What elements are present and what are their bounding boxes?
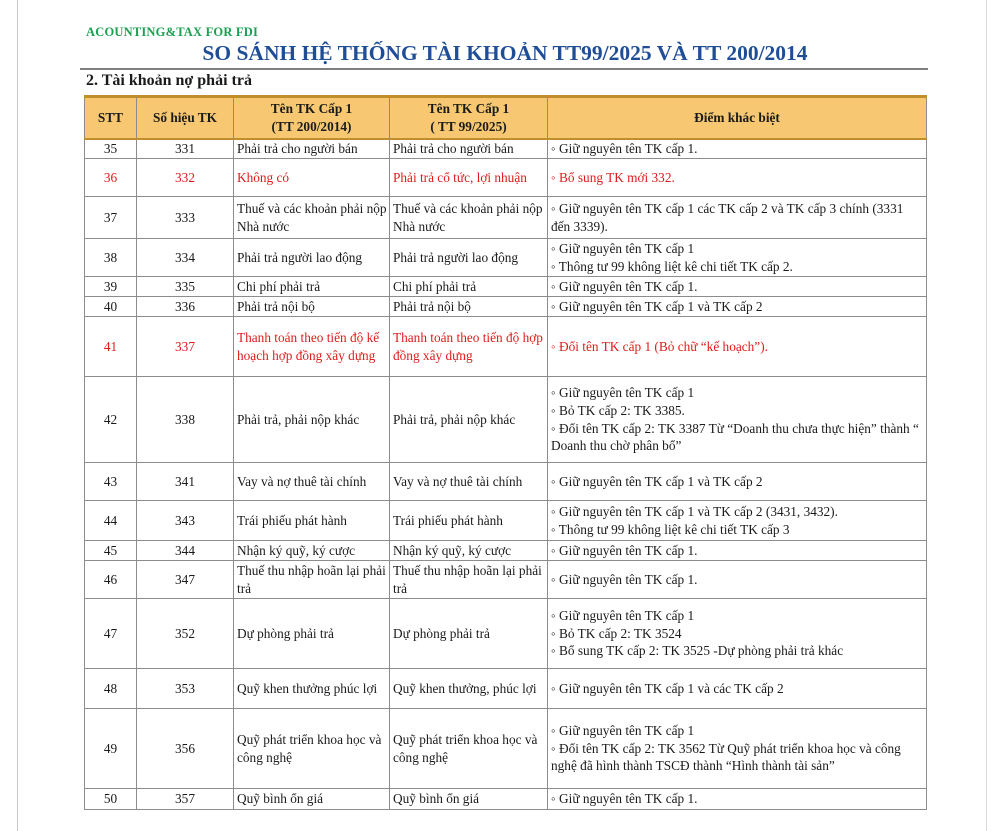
section-title: 2. Tài khoản nợ phải trả (86, 72, 252, 89)
header-tt200-name (234, 97, 390, 139)
cell-stt: 36 (85, 159, 137, 197)
cell-account-code: 338 (137, 377, 234, 463)
difference-line: ◦ Giữ nguyên tên TK cấp 1. (551, 542, 698, 558)
cell-differences (548, 463, 927, 501)
cell-tt200-name: Thanh toán theo tiến độ kế hoạch hợp đồng xây dựng (234, 317, 390, 377)
difference-line: ◦ Giữ nguyên tên TK cấp 1. (551, 571, 698, 587)
table-row (85, 789, 927, 810)
difference-line: ◦ Giữ nguyên tên TK cấp 1 và TK cấp 2 (3431, 3432). (551, 503, 838, 519)
cell-differences (548, 561, 927, 599)
difference-line: ◦ Giữ nguyên tên TK cấp 1. (551, 791, 698, 807)
table-row (85, 501, 927, 541)
cell-tt99-name: Phải trả cổ tức, lợi nhuận (390, 159, 548, 197)
cell-differences (548, 541, 927, 561)
cell-differences (548, 669, 927, 709)
cell-tt99-name: Nhận ký quỹ, ký cược (390, 541, 548, 561)
cell-differences (548, 197, 927, 239)
header-tt200-line2: (TT 200/2014) (271, 118, 352, 134)
page-right-border (986, 0, 987, 831)
cell-tt99-name: Trái phiếu phát hành (390, 501, 548, 541)
cell-tt200-name: Quỹ khen thưởng phúc lợi (234, 669, 390, 709)
cell-account-code: 331 (137, 139, 234, 159)
cell-account-code: 352 (137, 599, 234, 669)
cell-differences (548, 599, 927, 669)
header-differences: Điểm khác biệt (548, 97, 927, 139)
table-row (85, 709, 927, 789)
cell-stt: 49 (85, 709, 137, 789)
cell-stt: 41 (85, 317, 137, 377)
cell-stt: 50 (85, 789, 137, 810)
difference-line: ◦ Giữ nguyên tên TK cấp 1 (551, 240, 695, 256)
cell-account-code: 343 (137, 501, 234, 541)
table-row (85, 599, 927, 669)
difference-line: ◦ Giữ nguyên tên TK cấp 1. (551, 278, 698, 294)
cell-tt200-name: Quỹ bình ổn giá (234, 789, 390, 810)
cell-tt200-name: Thuế thu nhập hoãn lại phải trả (234, 561, 390, 599)
cell-stt: 42 (85, 377, 137, 463)
difference-line: ◦ Giữ nguyên tên TK cấp 1 các TK cấp 2 và TK cấp 3 chính (3331 đến 3339). (551, 200, 904, 234)
difference-line: ◦ Giữ nguyên tên TK cấp 1 và TK cấp 2 (551, 298, 763, 314)
cell-stt: 43 (85, 463, 137, 501)
cell-differences (548, 297, 927, 317)
cell-account-code: 344 (137, 541, 234, 561)
cell-stt: 46 (85, 561, 137, 599)
cell-stt: 40 (85, 297, 137, 317)
cell-differences (548, 789, 927, 810)
difference-line: ◦ Bỏ TK cấp 2: TK 3524 (551, 625, 682, 641)
brand-label: ACOUNTING&TAX FOR FDI (86, 25, 259, 39)
cell-stt: 47 (85, 599, 137, 669)
cell-differences (548, 317, 927, 377)
account-comparison-table (84, 95, 927, 810)
cell-differences (548, 709, 927, 789)
page-title: SO SÁNH HỆ THỐNG TÀI KHOẢN TT99/2025 VÀ TT 200/2014 (202, 41, 808, 65)
cell-differences (548, 501, 927, 541)
difference-line: ◦ Đổi tên TK cấp 2: TK 3562 Từ Quỹ phát triển khoa học và công nghệ đã hình thành TSCĐ thành “Hình thành tài sản” (551, 740, 901, 774)
cell-account-code: 332 (137, 159, 234, 197)
table-row (85, 561, 927, 599)
difference-line: ◦ Thông tư 99 không liệt kê chi tiết TK cấp 2. (551, 258, 793, 274)
header-stt: STT (85, 97, 137, 139)
header-tt200-line1: Tên TK Cấp 1 (270, 101, 353, 117)
cell-tt99-name: Dự phòng phải trả (390, 599, 548, 669)
difference-line: ◦ Đổi tên TK cấp 1 (Bỏ chữ “kế hoạch”). (551, 338, 768, 354)
cell-tt200-name: Chi phí phải trả (234, 277, 390, 297)
table-body (85, 139, 927, 810)
table-row (85, 197, 927, 239)
cell-tt99-name: Thuế thu nhập hoãn lại phải trả (390, 561, 548, 599)
cell-account-code: 335 (137, 277, 234, 297)
difference-line: ◦ Bổ sung TK mới 332. (551, 169, 675, 185)
cell-tt200-name: Nhận ký quỹ, ký cược (234, 541, 390, 561)
title-divider (80, 68, 928, 70)
difference-line: ◦ Bỏ TK cấp 2: TK 3385. (551, 402, 685, 418)
table-row (85, 139, 927, 159)
cell-tt99-name: Phải trả cho người bán (390, 139, 548, 159)
cell-tt99-name: Phải trả người lao động (390, 239, 548, 277)
cell-account-code: 333 (137, 197, 234, 239)
cell-stt: 37 (85, 197, 137, 239)
cell-stt: 39 (85, 277, 137, 297)
cell-differences (548, 277, 927, 297)
cell-tt200-name: Quỹ phát triển khoa học và công nghệ (234, 709, 390, 789)
header-tt99-name (390, 97, 548, 139)
cell-stt: 35 (85, 139, 137, 159)
header-tt99-line1: Tên TK Cấp 1 (427, 101, 510, 117)
cell-tt200-name: Thuế và các khoản phải nộp Nhà nước (234, 197, 390, 239)
table-row (85, 669, 927, 709)
difference-line: ◦ Giữ nguyên tên TK cấp 1 và TK cấp 2 (551, 473, 763, 489)
cell-differences (548, 139, 927, 159)
table-row (85, 463, 927, 501)
cell-tt99-name: Chi phí phải trả (390, 277, 548, 297)
table-row (85, 159, 927, 197)
cell-differences (548, 239, 927, 277)
cell-tt200-name: Trái phiếu phát hành (234, 501, 390, 541)
cell-tt200-name: Vay và nợ thuê tài chính (234, 463, 390, 501)
difference-line: ◦ Giữ nguyên tên TK cấp 1. (551, 140, 698, 156)
table-row (85, 297, 927, 317)
cell-tt200-name: Không có (234, 159, 390, 197)
cell-tt200-name: Dự phòng phải trả (234, 599, 390, 669)
cell-account-code: 341 (137, 463, 234, 501)
cell-tt200-name: Phải trả người lao động (234, 239, 390, 277)
cell-tt99-name: Vay và nợ thuê tài chính (390, 463, 548, 501)
table-row (85, 239, 927, 277)
difference-line: ◦ Giữ nguyên tên TK cấp 1 (551, 608, 695, 624)
cell-stt: 45 (85, 541, 137, 561)
difference-line: ◦ Giữ nguyên tên TK cấp 1 (551, 723, 695, 739)
cell-stt: 48 (85, 669, 137, 709)
cell-tt99-name: Quỹ khen thưởng, phúc lợi (390, 669, 548, 709)
cell-tt200-name: Phải trả, phải nộp khác (234, 377, 390, 463)
table-row (85, 377, 927, 463)
table-header-row (85, 97, 927, 139)
difference-line: ◦ Giữ nguyên tên TK cấp 1 (551, 385, 695, 401)
cell-account-code: 337 (137, 317, 234, 377)
difference-line: ◦ Thông tư 99 không liệt kê chi tiết TK cấp 3 (551, 521, 790, 537)
cell-account-code: 334 (137, 239, 234, 277)
table-row (85, 541, 927, 561)
cell-tt99-name: Quỹ phát triển khoa học và công nghệ (390, 709, 548, 789)
table-row (85, 317, 927, 377)
cell-account-code: 357 (137, 789, 234, 810)
cell-tt99-name: Thuế và các khoản phải nộp Nhà nước (390, 197, 548, 239)
cell-tt99-name: Phải trả, phải nộp khác (390, 377, 548, 463)
cell-tt200-name: Phải trả nội bộ (234, 297, 390, 317)
cell-account-code: 356 (137, 709, 234, 789)
cell-tt200-name: Phải trả cho người bán (234, 139, 390, 159)
table-row (85, 277, 927, 297)
header-account-code: Số hiệu TK (137, 97, 234, 139)
page-left-border (17, 0, 18, 831)
cell-account-code: 347 (137, 561, 234, 599)
difference-line: ◦ Giữ nguyên tên TK cấp 1 và các TK cấp 2 (551, 680, 784, 696)
cell-tt99-name: Phải trả nội bộ (390, 297, 548, 317)
cell-differences (548, 377, 927, 463)
cell-account-code: 336 (137, 297, 234, 317)
difference-line: ◦ Đổi tên TK cấp 2: TK 3387 Từ “Doanh thu chưa thực hiện” thành “ Doanh thu chờ phân bổ” (551, 420, 919, 454)
cell-stt: 44 (85, 501, 137, 541)
header-tt99-line2: ( TT 99/2025) (430, 118, 507, 134)
cell-account-code: 353 (137, 669, 234, 709)
cell-stt: 38 (85, 239, 137, 277)
cell-tt99-name: Thanh toán theo tiến độ hợp đồng xây dựng (390, 317, 548, 377)
cell-tt99-name: Quỹ bình ổn giá (390, 789, 548, 810)
difference-line: ◦ Bổ sung TK cấp 2: TK 3525 -Dự phòng phải trả khác (551, 643, 844, 659)
cell-differences (548, 159, 927, 197)
